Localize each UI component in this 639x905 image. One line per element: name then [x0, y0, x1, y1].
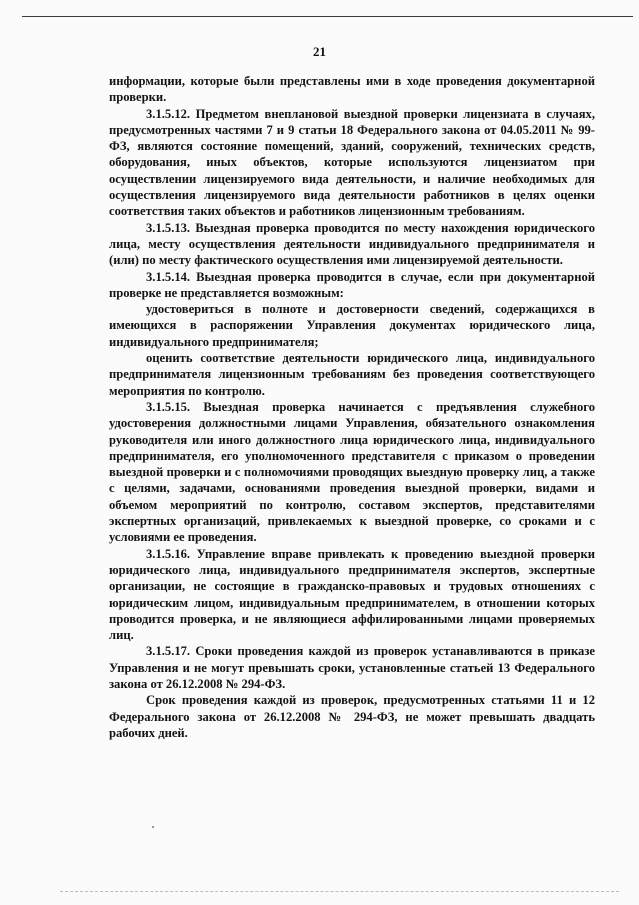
paragraph-3-1-5-15: 3.1.5.15. Выездная проверка начинается с предъявления служебного удостоверения должностными лицами Управления, обязательного ознакомления руководителя или иного должностного лица юридического лица, индивидуального предпринимателя, его уполномоченного представителя с приказом о проведении выездной проверки и с полномочиями проводящих выездную проверку лиц, а также с целями, задачами, основаниями проведения выездной проверки, видами и объемом мероприятий по контролю, составом экспертов, представителями экспертных организаций, привлекаемых к выездной проверке, со сроками и с условиями ее проведения.: [109, 399, 595, 545]
paragraph-continuation: информации, которые были представлены ими в ходе проведения документарной проверки.: [109, 74, 595, 105]
page-number: 21: [313, 44, 326, 59]
paragraph-3-1-5-12: 3.1.5.12. Предметом внеплановой выездной проверки лицензиата в случаях, предусмотренных частями 7 и 9 статьи 18 Федерального закона от 04.05.2011 № 99-ФЗ, являются состояние помещений, зданий, сооружений, технических средств, оборудования, иных объектов, которые используются лицензиатом при осуществлении лицензируемого вида деятельности, и наличие необходимых для осуществления лицензируемого вида деятельности работников в целях оценки соответствия таких объектов и работников лицензионным требованиям.: [109, 106, 595, 219]
page-bottom-edge: [60, 891, 619, 892]
paragraph-3-1-5-16: 3.1.5.16. Управление вправе привлекать к проведению выездной проверки юридического лица, индивидуального предпринимателя экспертов, экспертные организации, не состоящие в гражданско-правовых и трудовых отношениях с юридическим лицом, индивидуальным предпринимателем, в отношении которых проводится проверка, и не являющиеся аффилированными лицами проверяемых лиц.: [109, 546, 595, 643]
list-item-verify-completeness: удостовериться в полноте и достоверности сведений, содержащихся в имеющихся в распоряжении Управления документах юридического лица, индивидуального предпринимателя;: [109, 302, 595, 349]
paragraph-3-1-5-17: 3.1.5.17. Сроки проведения каждой из проверок устанавливаются в приказе Управления и не могут превышать сроки, установленные статьей 13 Федерального закона от 26.12.2008 № 294-ФЗ.: [109, 644, 595, 691]
paragraph-inspection-term: Срок проведения каждой из проверок, предусмотренных статьями 11 и 12 Федерального закона от 26.12.2008 № 294-ФЗ, не может превышать двадцать рабочих дней.: [109, 693, 595, 740]
list-item-assess-compliance: оценить соответствие деятельности юридического лица, индивидуального предпринимателя лицензионным требованиям без проведения соответствующего мероприятия по контролю.: [109, 351, 595, 398]
paragraph-3-1-5-14: 3.1.5.14. Выездная проверка проводится в случае, если при документарной проверке не представляется возможным:: [109, 269, 595, 300]
document-body: [109, 73, 595, 741]
page-top-rule: [22, 16, 633, 17]
scan-speck: [152, 826, 154, 828]
paragraph-3-1-5-13: 3.1.5.13. Выездная проверка проводится по месту нахождения юридического лица, месту осуществления деятельности индивидуального предпринимателя и (или) по месту фактического осуществления ими лицензируемой деятельности.: [109, 220, 595, 268]
